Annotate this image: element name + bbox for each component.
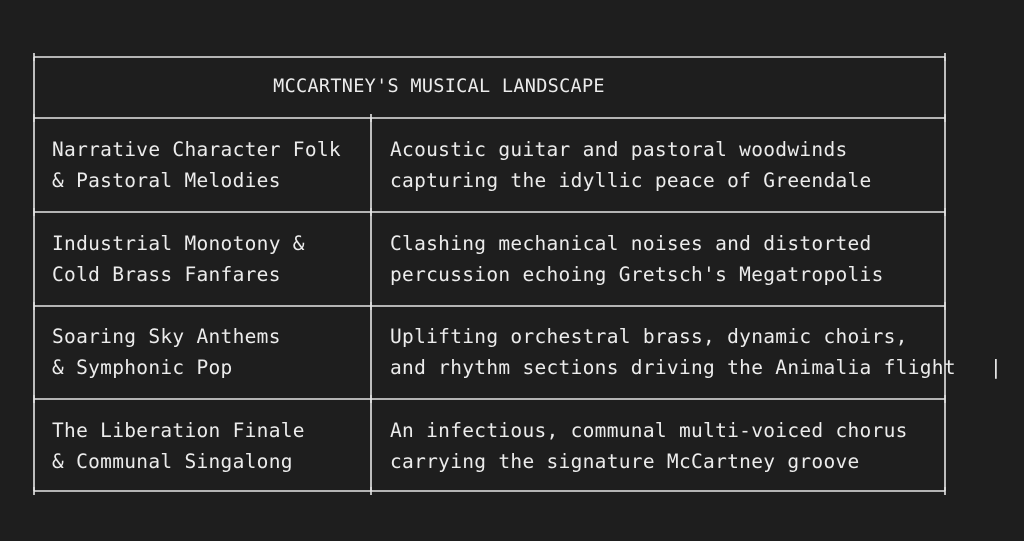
overflow-pipe-character: | — [990, 356, 1002, 379]
row-1-left-line-2: & Pastoral Melodies — [52, 169, 281, 192]
row-1-right-line-2: capturing the idyllic peace of Greendale — [390, 169, 872, 192]
row-3-left-line-1: Soaring Sky Anthems — [52, 325, 281, 348]
row-3-right-line-2: and rhythm sections driving the Animalia flight — [390, 356, 956, 379]
row-3-left-line-2: & Symphonic Pop — [52, 356, 233, 379]
row-2-left-line-2: Cold Brass Fanfares — [52, 263, 281, 286]
row-1-left-line-1: Narrative Character Folk — [52, 138, 341, 161]
row-4-left-line-2: & Communal Singalong — [52, 450, 293, 473]
row-4-left-line-1: The Liberation Finale — [52, 419, 305, 442]
row-2-right-line-2: percussion echoing Gretsch's Megatropolis — [390, 263, 884, 286]
row-4-right-line-2: carrying the signature McCartney groove — [390, 450, 860, 473]
row-1-right-line-1: Acoustic guitar and pastoral woodwinds — [390, 138, 848, 161]
row-2-right-line-1: Clashing mechanical noises and distorted — [390, 232, 872, 255]
table-title: MCCARTNEY'S MUSICAL LANDSCAPE — [273, 76, 605, 97]
row-3-right-line-1: Uplifting orchestral brass, dynamic choirs, — [390, 325, 908, 348]
row-4-right-line-1: An infectious, communal multi-voiced chorus — [390, 419, 908, 442]
row-2-left-line-1: Industrial Monotony & — [52, 232, 305, 255]
